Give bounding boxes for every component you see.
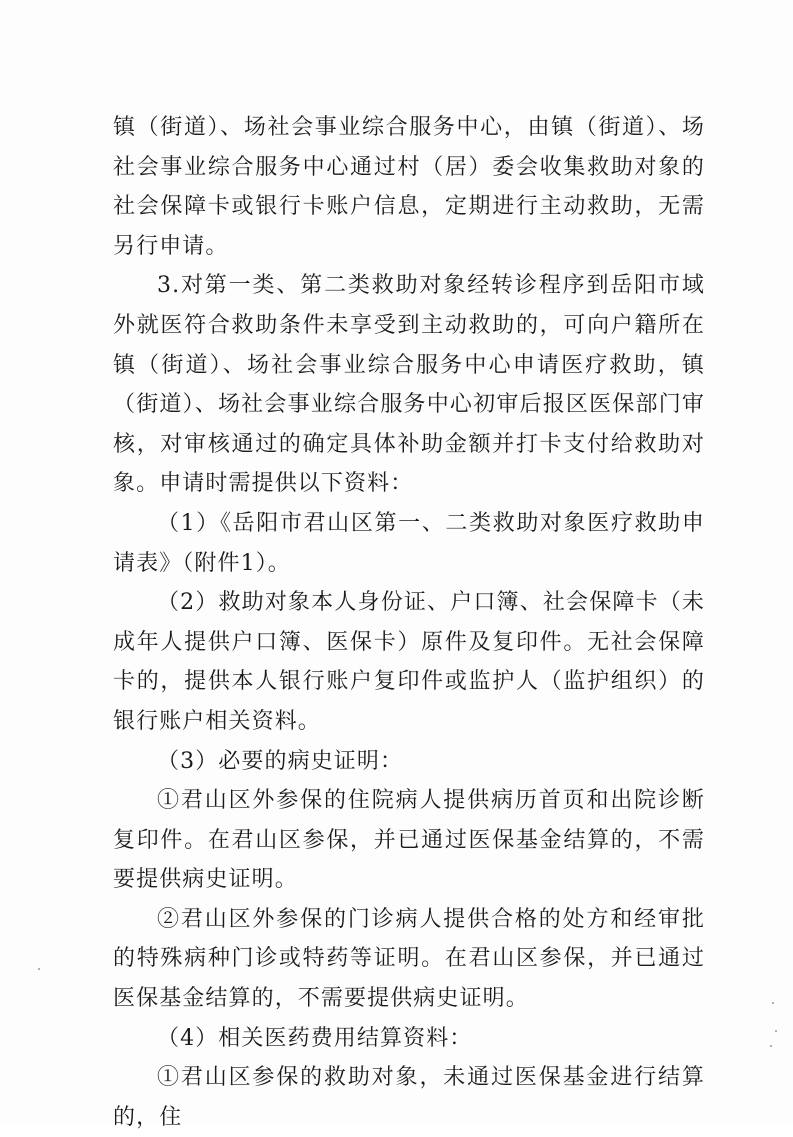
scan-speck xyxy=(38,968,40,970)
paragraph-requirement-3-b: ②君山区外参保的门诊病人提供合格的处方和经审批的特殊病种门诊或特药等证明。在君山区参保，并已通过医保基金结算的，不需要提供病史证明。 xyxy=(113,906,705,1012)
paragraph-requirement-3-a: ①君山区外参保的住院病人提供病历首页和出院诊断复印件。在君山区参保，并已通过医保基金结算的，不需要提供病史证明。 xyxy=(113,788,705,893)
scan-speck xyxy=(775,1030,777,1032)
paragraph-item-3: 3.对第一类、第二类救助对象经转诊程序到岳阳市域外就医符合救助条件未享受到主动救助的，可向户籍所在镇（街道）、场社会事业综合服务中心申请医疗救助，镇（街道）、场社会事业综合服务中心初审后报区医保部门审核，对审核通过的确定具体补助金额并打卡支付给救助对象。申请时需提供以下资料： xyxy=(113,273,705,497)
document-body xyxy=(113,108,705,1137)
paragraph-continuation: 镇（街道）、场社会事业综合服务中心，由镇（街道）、场社会事业综合服务中心通过村（居）委会收集救助对象的社会保障卡或银行卡账户信息，定期进行主动救助，无需另行申请。 xyxy=(113,115,705,259)
paragraph-requirement-3: （3）必要的病史证明： xyxy=(157,748,404,774)
paragraph-requirement-4: （4）相关医药费用结算资料： xyxy=(157,1025,473,1051)
paragraph-requirement-1: （1）《岳阳市君山区第一、二类救助对象医疗救助申请表》（附件1）。 xyxy=(113,510,705,576)
paragraph-requirement-4-a: ①君山区参保的救助对象，未通过医保基金进行结算的，住 xyxy=(113,1065,705,1130)
scan-speck xyxy=(772,1002,774,1004)
scan-speck xyxy=(770,1045,772,1047)
paragraph-requirement-2: （2）救助对象本人身份证、户口簿、社会保障卡（未成年人提供户口簿、医保卡）原件及复印件。无社会保障卡的，提供本人银行账户复印件或监护人（监护组织）的银行账户相关资料。 xyxy=(113,590,705,734)
